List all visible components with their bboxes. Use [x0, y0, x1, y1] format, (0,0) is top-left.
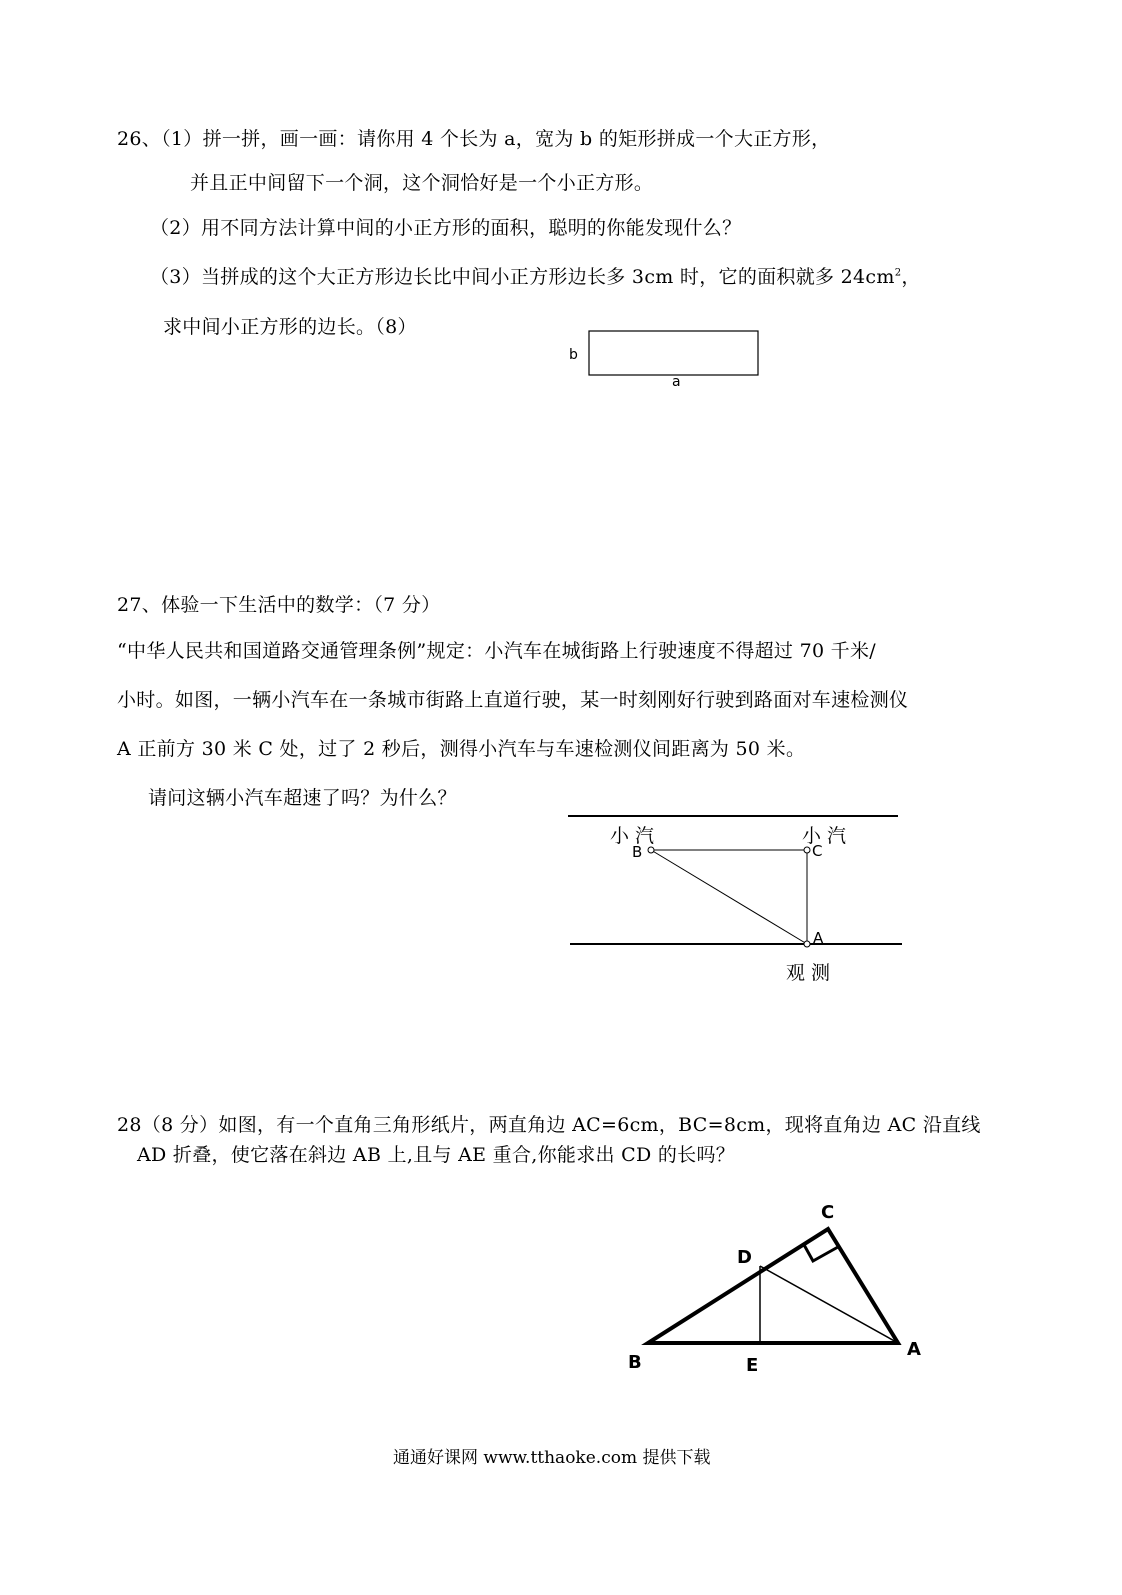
segment-BA: [651, 850, 807, 944]
label-A: A: [813, 929, 824, 947]
road-figure: [560, 810, 910, 990]
triangle-figure: [620, 1195, 940, 1380]
point-C: [804, 847, 810, 853]
q26-line2: 并且正中间留下一个洞，这个洞恰好是一个小正方形。: [190, 172, 654, 194]
label-C: C: [812, 842, 823, 860]
point-B: [648, 847, 654, 853]
label-B: B: [628, 1352, 642, 1373]
rect-label-b: b: [569, 347, 578, 363]
label-C: C: [821, 1202, 835, 1223]
rect-label-a: a: [672, 374, 681, 390]
q28-line2: AD 折叠，使它落在斜边 AB 上,且与 AE 重合,你能求出 CD 的长吗？: [137, 1144, 736, 1166]
label-D: D: [737, 1247, 752, 1268]
q26-line4-end: ，: [901, 266, 921, 288]
triangle-ABC: [648, 1229, 898, 1343]
q28-line1: 28（8 分）如图，有一个直角三角形纸片，两直角边 AC=6cm，BC=8cm，现将直角边 AC 沿直线: [117, 1114, 981, 1136]
label-B: B: [632, 843, 643, 861]
point-A: [804, 941, 810, 947]
q26-line4: [150, 262, 921, 289]
q27-line4: A 正前方 30 米 C 处，过了 2 秒后，测得小汽车与车速检测仪间距离为 50 米。: [117, 738, 806, 760]
car-label-right: 小 汽: [802, 825, 847, 847]
observe-label: 观 测: [786, 962, 831, 984]
q27-line2: “中华人民共和国道路交通管理条例”规定：小汽车在城街路上行驶速度不得超过 70 千米/: [117, 640, 876, 662]
rectangle-figure: [560, 325, 780, 395]
fold-line-AD: [760, 1266, 898, 1343]
q26-line4-superscript: 2: [894, 267, 902, 279]
q27-line3: 小时。如图，一辆小汽车在一条城市街路上直道行驶，某一时刻刚好行驶到路面对车速检测仪: [117, 689, 909, 711]
label-E: E: [746, 1355, 759, 1376]
q26-line4-text: （3）当拼成的这个大正方形边长比中间小正方形边长多 3cm 时，它的面积就多 24cm: [150, 266, 895, 288]
q27-line1: 27、体验一下生活中的数学：（7 分）: [117, 594, 441, 616]
q26-line3: （2）用不同方法计算中间的小正方形的面积，聪明的你能发现什么？: [150, 217, 742, 239]
label-A: A: [907, 1339, 921, 1360]
car-label-left: 小 汽: [610, 825, 655, 847]
q26-line5: 求中间小正方形的边长。（8）: [163, 316, 417, 338]
rectangle-shape: [589, 331, 758, 375]
q27-line5: 请问这辆小汽车超速了吗？为什么？: [148, 787, 457, 809]
right-angle-mark: [803, 1243, 838, 1261]
footer-text: 通通好课网 www.tthaoke.com 提供下载: [393, 1448, 711, 1468]
q26-line1: 26、（1）拼一拼，画一画：请你用 4 个长为 a，宽为 b 的矩形拼成一个大正方形，: [117, 128, 831, 150]
